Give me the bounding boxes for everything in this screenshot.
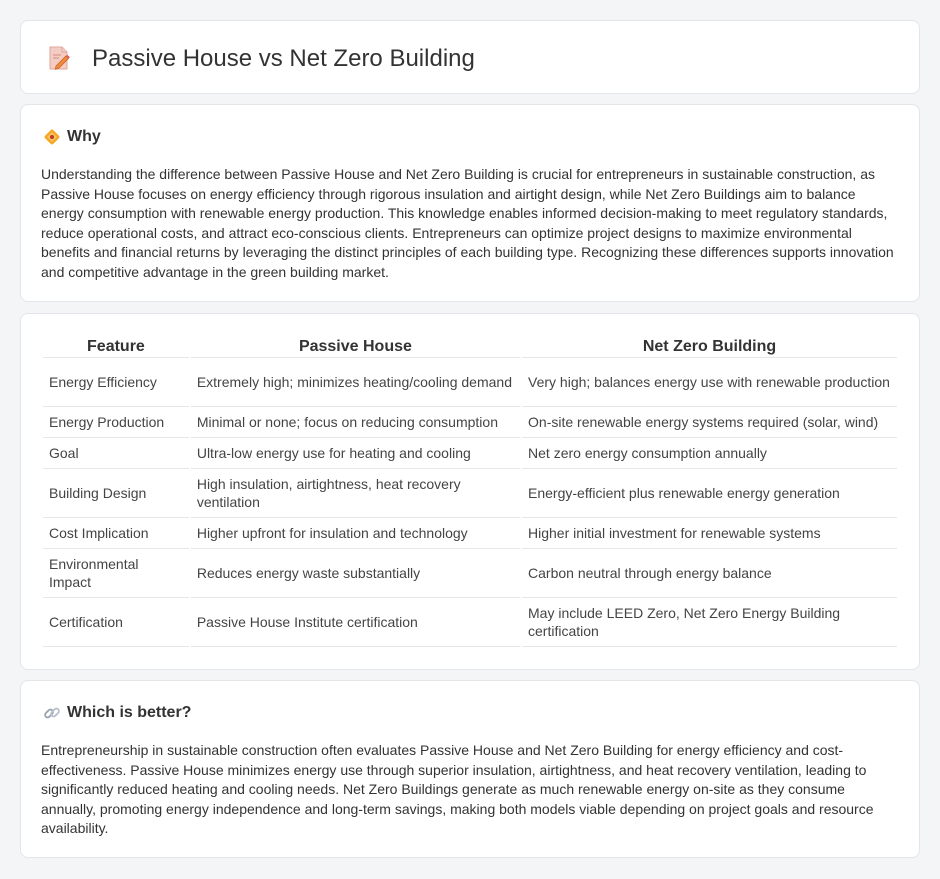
passive-house-cell: Minimal or none; focus on reducing consumption	[191, 407, 520, 438]
header-card	[20, 20, 920, 94]
better-heading-row	[43, 703, 191, 723]
table-row	[43, 438, 897, 469]
feature-cell: Building Design	[43, 469, 189, 518]
feature-cell: Energy Production	[43, 407, 189, 438]
why-heading-row	[43, 127, 101, 147]
table-header-row	[43, 336, 897, 358]
column-header-passive-house: Passive House	[191, 336, 520, 358]
document-pencil-icon	[47, 45, 71, 71]
passive-house-cell: Extremely high; minimizes heating/cooling demand	[191, 358, 520, 407]
table-row	[43, 549, 897, 598]
comparison-table	[41, 336, 899, 647]
net-zero-cell: Carbon neutral through energy balance	[522, 549, 897, 598]
table-row	[43, 598, 897, 647]
table-row	[43, 407, 897, 438]
net-zero-cell: Energy-efficient plus renewable energy generation	[522, 469, 897, 518]
better-heading: Which is better?	[67, 704, 192, 721]
column-header-feature: Feature	[43, 336, 189, 358]
which-is-better-section	[20, 680, 920, 858]
passive-house-cell: Higher upfront for insulation and technology	[191, 518, 520, 549]
better-body: Entrepreneurship in sustainable construction often evaluates Passive House and Net Zero Building for energy efficiency and cost-effectiveness. Passive House minimizes energy use through superior insulation, airtightness, and heat recovery ventilation, leading to significantly reduced heating and cooling needs. Net Zero Buildings generate as much renewable energy on-site as they consume annually, promoting energy independence and long-term savings, making both models viable depending on project goals and resource availability.	[41, 742, 874, 836]
feature-cell: Cost Implication	[43, 518, 189, 549]
comparison-section	[20, 313, 920, 670]
why-heading: Why	[67, 128, 101, 145]
net-zero-cell: On-site renewable energy systems required (solar, wind)	[522, 407, 897, 438]
why-section	[20, 104, 920, 302]
table-row	[43, 358, 897, 407]
page-title: Passive House vs Net Zero Building	[92, 45, 475, 72]
net-zero-cell: Net zero energy consumption annually	[522, 438, 897, 469]
link-icon	[43, 704, 61, 722]
diamond-warning-icon	[43, 128, 61, 146]
column-header-net-zero: Net Zero Building	[522, 336, 897, 358]
feature-cell: Certification	[43, 598, 189, 647]
passive-house-cell: Passive House Institute certification	[191, 598, 520, 647]
net-zero-cell: Higher initial investment for renewable systems	[522, 518, 897, 549]
table-row	[43, 469, 897, 518]
passive-house-cell: High insulation, airtightness, heat recovery ventilation	[191, 469, 520, 518]
net-zero-cell: Very high; balances energy use with renewable production	[522, 358, 897, 407]
why-body: Understanding the difference between Passive House and Net Zero Building is crucial for entrepreneurs in sustainable construction, as Passive House focuses on energy efficiency through rigorous insulation and airtight design, while Net Zero Buildings aim to balance energy consumption with renewable energy production. This knowledge enables informed decision-making to meet regulatory standards, reduce operational costs, and attract eco-conscious clients. Entrepreneurs can optimize project designs to maximize environmental benefits and financial returns by leveraging the distinct principles of each building type. Recognizing these differences supports innovation and competitive advantage in the green building market.	[41, 166, 894, 280]
feature-cell: Environmental Impact	[43, 549, 189, 598]
passive-house-cell: Reduces energy waste substantially	[191, 549, 520, 598]
passive-house-cell: Ultra-low energy use for heating and cooling	[191, 438, 520, 469]
net-zero-cell: May include LEED Zero, Net Zero Energy Building certification	[522, 598, 897, 647]
table-row	[43, 518, 897, 549]
feature-cell: Goal	[43, 438, 189, 469]
feature-cell: Energy Efficiency	[43, 358, 189, 407]
